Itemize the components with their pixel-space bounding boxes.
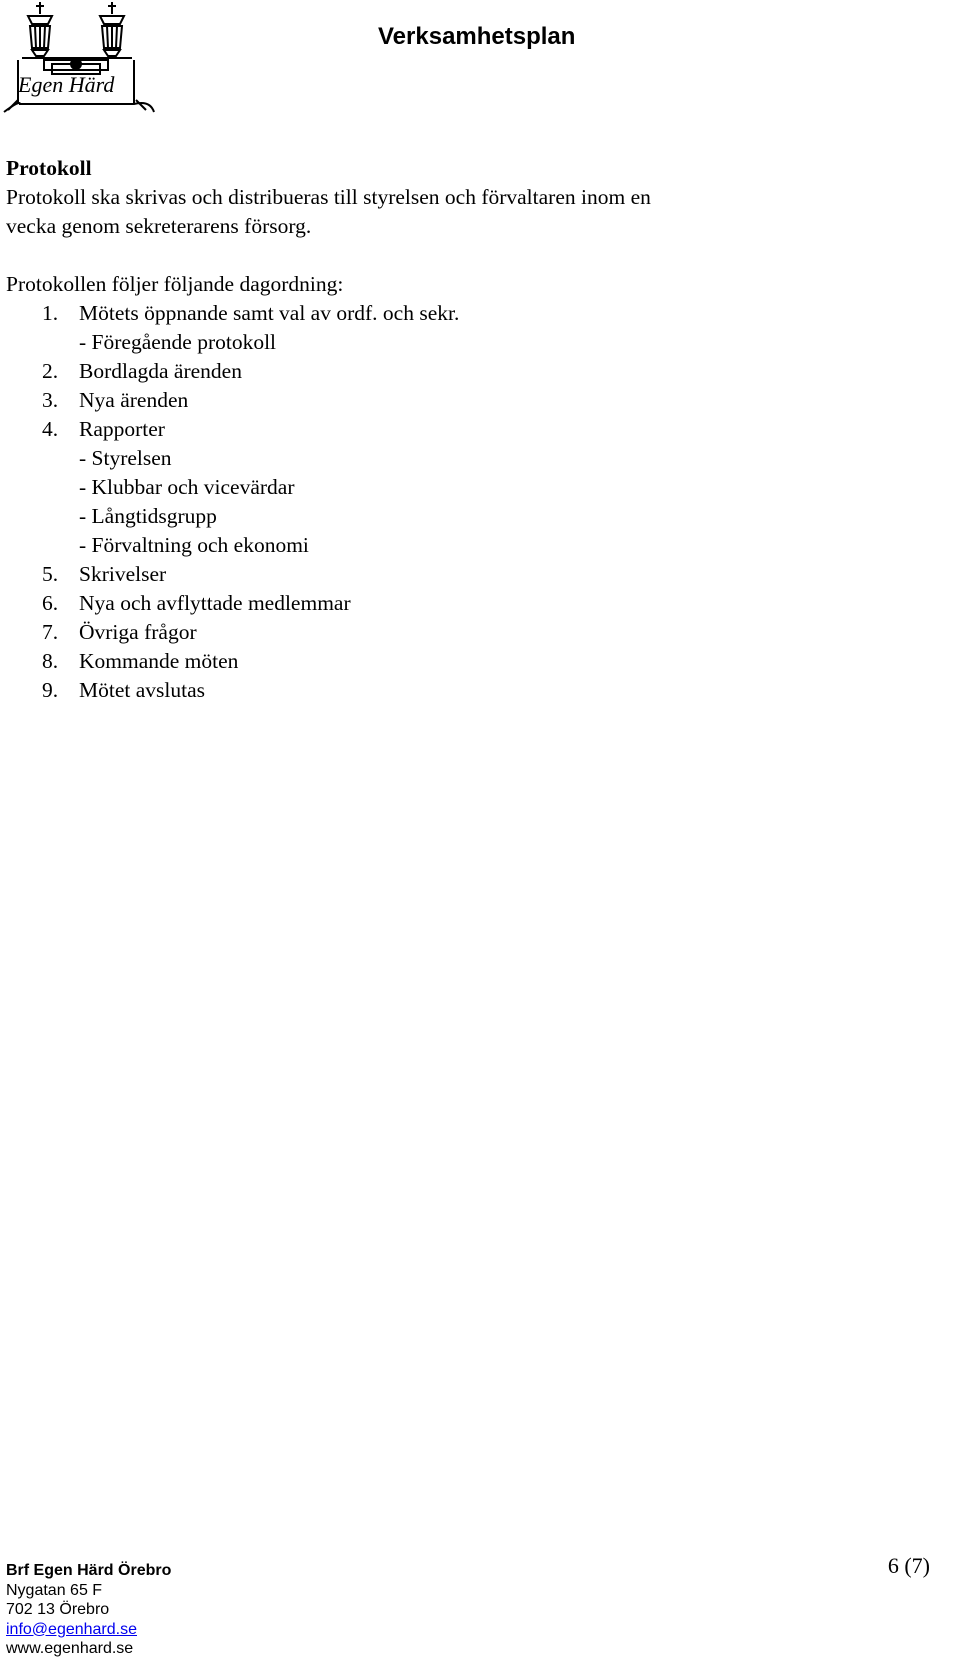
- agenda-item-number: 2.: [42, 359, 59, 383]
- agenda-intro: Protokollen följer följande dagordning:: [6, 272, 344, 296]
- agenda-subitem: - Långtidsgrupp: [79, 504, 217, 528]
- agenda-item-text: Mötets öppnande samt val av ordf. och sekr.: [79, 301, 460, 325]
- agenda-item: [6, 386, 946, 415]
- agenda-item-text: Rapporter: [79, 417, 165, 441]
- page-number: 6 (7): [887, 1553, 930, 1578]
- section-heading: Protokoll: [6, 156, 92, 180]
- agenda-item: [6, 647, 946, 676]
- agenda-item: [6, 618, 946, 647]
- paragraph-line: Protokoll ska skrivas och distribueras till styrelsen och förvaltaren inom en: [6, 185, 651, 209]
- agenda-list: [6, 299, 946, 705]
- agenda-item-number: 1.: [42, 301, 59, 325]
- agenda-item-text: Bordlagda ärenden: [79, 359, 242, 383]
- agenda-item-number: 9.: [42, 678, 59, 702]
- paragraph-line: vecka genom sekreterarens försorg.: [6, 214, 312, 238]
- agenda-item-number: 4.: [42, 417, 59, 441]
- agenda-item-number: 7.: [42, 620, 59, 644]
- agenda-item-text: Nya och avflyttade medlemmar: [79, 591, 351, 615]
- footer-street: Nygatan 65 F: [6, 1581, 103, 1599]
- agenda-item-number: 6.: [42, 591, 59, 615]
- footer-address: [6, 1561, 171, 1659]
- agenda-item: [6, 560, 946, 589]
- agenda-item-number: 3.: [42, 388, 59, 412]
- agenda-item-text: Mötet avslutas: [79, 678, 205, 702]
- agenda-subitem: - Styrelsen: [79, 446, 172, 470]
- agenda-item-text: Nya ärenden: [79, 388, 189, 412]
- agenda-item-number: 8.: [42, 649, 59, 673]
- agenda-item-text: Övriga frågor: [79, 620, 197, 644]
- agenda-item: [6, 357, 946, 386]
- agenda-subitem: - Föregående protokoll: [79, 330, 277, 354]
- agenda-item: [6, 415, 946, 444]
- agenda-item-text: Kommande möten: [79, 649, 239, 673]
- protokoll-section: [6, 154, 946, 705]
- egen-hard-logo: [0, 0, 160, 118]
- agenda-item: [6, 676, 946, 705]
- agenda-item-text: Skrivelser: [79, 562, 167, 586]
- agenda-item-number: 5.: [42, 562, 59, 586]
- document-title: Verksamhetsplan: [378, 23, 576, 50]
- agenda-item: [6, 589, 946, 618]
- agenda-subitem: - Klubbar och vicevärdar: [79, 475, 295, 499]
- footer-city: 702 13 Örebro: [6, 1601, 110, 1618]
- agenda-subitem: - Förvaltning och ekonomi: [79, 533, 309, 557]
- footer-website-link[interactable]: www.egenhard.se: [6, 1640, 134, 1657]
- logo-wordmark: Egen Härd: [18, 72, 115, 97]
- footer-org-name: Brf Egen Härd Örebro: [6, 1562, 172, 1579]
- footer-email-link[interactable]: info@egenhard.se: [6, 1620, 137, 1638]
- agenda-item: [6, 299, 946, 328]
